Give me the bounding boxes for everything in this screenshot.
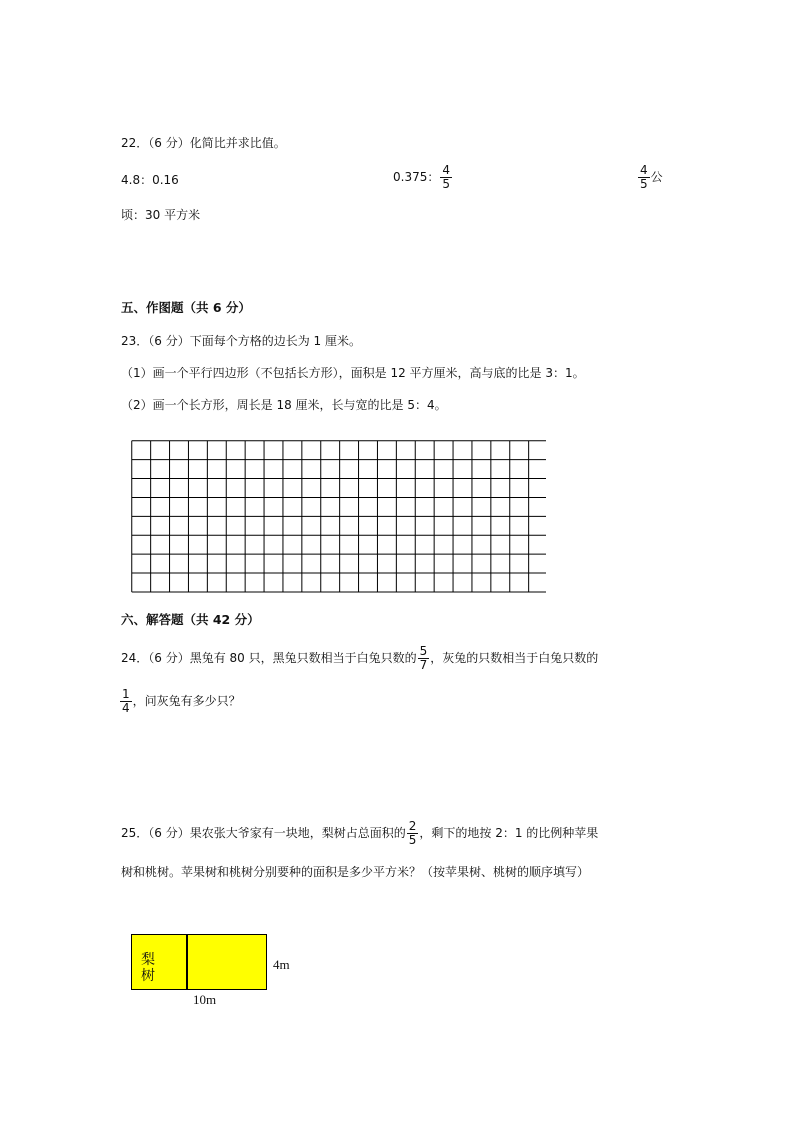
fraction-denominator: 5 [408, 833, 417, 847]
fraction-denominator: 5 [442, 177, 450, 191]
width-label: 4m [273, 957, 290, 972]
q23-stem: 23．（6 分）下面每个方格的边长为 1 厘米。 [121, 334, 361, 348]
q25-line2: 树和桃树。苹果树和桃树分别要种的面积是多少平方米？（按苹果树、桃树的顺序填写） [121, 865, 590, 879]
fraction-denominator: 5 [640, 177, 648, 191]
q25-fraction [407, 820, 419, 847]
q25-text-b: ，剩下的地按 2：1 的比例种苹果 [419, 826, 599, 840]
q24-line2 [119, 683, 241, 719]
q22-item-b [393, 164, 453, 191]
fraction-numerator: 4 [640, 163, 648, 177]
pear-tree-label: 梨树 [141, 953, 155, 984]
q24-fraction-2 [120, 688, 132, 715]
field-divider [186, 934, 188, 990]
q22-item-c-suffix: 公 [650, 170, 663, 184]
q24-fraction-1 [418, 645, 430, 672]
q24-text-c: ，问灰兔有多少只？ [132, 694, 241, 708]
q22-item-c [637, 164, 663, 191]
section-5-title: 五、作图题（共 6 分） [121, 300, 251, 315]
length-label: 10m [193, 992, 217, 1007]
q23-part2: （2）画一个长方形，周长是 18 厘米，长与宽的比是 5：4。 [121, 398, 447, 412]
q24-text-b: ，灰兔的只数相当于白兔只数的 [430, 651, 599, 665]
fraction-numerator: 1 [122, 687, 130, 701]
fraction-denominator: 4 [122, 701, 130, 715]
section-6-title: 六、解答题（共 42 分） [121, 612, 260, 627]
q25-text-a: 25．（6 分）果农张大爷家有一块地，梨树占总面积的 [121, 826, 406, 840]
q24-line1 [121, 640, 598, 676]
q22-item-c-fraction [638, 164, 650, 191]
fraction-denominator: 7 [419, 658, 428, 672]
fraction-numerator: 5 [419, 644, 428, 658]
q22-item-c-cont: 顷：30 平方米 [121, 208, 201, 222]
fraction-numerator: 4 [442, 163, 450, 177]
q23-part1: （1）画一个平行四边形（不包括长方形），面积是 12 平方厘米，高与底的比是 3：1。 [121, 366, 585, 380]
q24-text-a: 24．（6 分）黑兔有 80 只，黑兔只数相当于白兔只数的 [121, 651, 417, 665]
q22-item-b-prefix: 0.375： [393, 170, 440, 184]
fraction-numerator: 2 [408, 819, 417, 833]
q22-item-b-fraction [440, 164, 452, 191]
q25-line1 [121, 815, 598, 851]
square-grid [131, 440, 546, 593]
q22-stem: 22．（6 分）化简比并求比值。 [121, 136, 286, 150]
q22-item-a: 4.8：0.16 [121, 173, 179, 187]
